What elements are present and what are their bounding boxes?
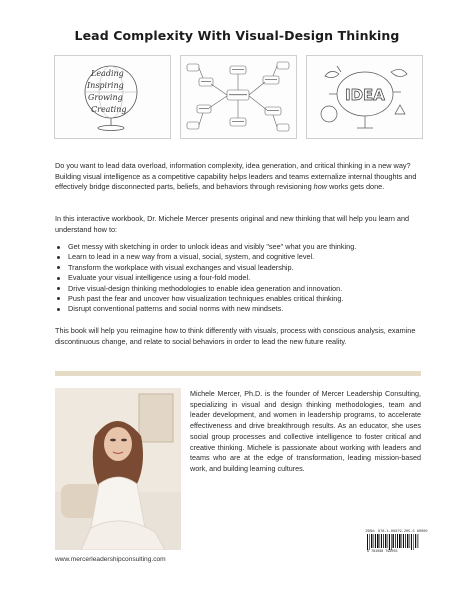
author-portrait-icon [55, 388, 181, 550]
barcode-icon [365, 534, 421, 552]
list-item: Disrupt conventional patterns and social norms with new mindsets. [55, 304, 421, 314]
list-item: Get messy with sketching in order to unlock ideas and visibly "see" what you are thinking. [55, 242, 421, 252]
sketch-mind-map-illustration [180, 55, 297, 139]
sketch-globe-illustration [54, 55, 171, 139]
price-code: 90000 [416, 530, 428, 534]
author-bio: Michele Mercer, Ph.D. is the founder of Mercer Leadership Consulting, specializing in visual and design thinking methodologies, team and leader development, and women in leadership programs, to accelerate effectiveness and drive breakthrough results. As an educator, she uses social group processes and collective intelligence to foster critical and creative thinking. Michele is passionate about working with leaders and teams who are at the edge of transformation, leading mission-based work, and building learning cultures. [190, 389, 421, 473]
list-item: Transform the workplace with visual exchanges and visual leadership. [55, 263, 421, 273]
page-title: Lead Complexity With Visual-Design Thinking [74, 28, 400, 43]
isbn-text [365, 530, 428, 534]
sketch-word-4: Creating [91, 105, 127, 114]
barcode-digits: 9 781098 792055 [367, 549, 398, 552]
globe-sketch-icon [55, 56, 170, 138]
intro-paragraph [55, 161, 421, 193]
author-photo [55, 388, 181, 550]
lead-in-paragraph: In this interactive workbook, Dr. Michele Mercer presents original and new thinking that will help you learn and understand how to: [55, 214, 410, 234]
sketch-word-2: Inspiring [87, 81, 124, 90]
intro-text-emphasis: how [313, 182, 328, 192]
divider-rule [55, 371, 421, 376]
idea-bulb-sketch-icon [307, 56, 422, 138]
closing-paragraph: This book will help you reimagine how to think differently with visuals, process with conscious analysis, examine discontinuous change, and relate to social behaviors in order to lead the new future reality. [55, 326, 416, 346]
sketch-word-1: Leading [91, 69, 124, 78]
website-link[interactable]: www.mercerleadershipconsulting.com [55, 556, 166, 563]
list-item: Push past the fear and uncover how visualization techniques enables critical thinking. [55, 294, 421, 304]
bullet-list [55, 242, 421, 315]
barcode [365, 530, 428, 560]
list-item: Learn to lead in a new way from a visual, social, system, and cognitive level. [55, 252, 421, 262]
sketch-idea-word: IDEA [345, 86, 385, 104]
sketch-idea-illustration [306, 55, 423, 139]
intro-text-part1: Do you want to lead data overload, information complexity, idea generation, and critical thinking in a new way? Building visual intelligence as a competitive capability helps leaders and teams externalize internal thoughts and effectively bridge disconnected parts, beliefs, and behaviors through revisioning [55, 161, 417, 192]
isbn-number: ISBN: 978-1-09879-205-5 [365, 530, 415, 534]
intro-text-part2: works gets done. [327, 182, 385, 192]
list-item: Drive visual-design thinking methodologies to enable idea generation and innovation. [55, 284, 421, 294]
sketch-word-3: Growing [88, 93, 123, 102]
mind-map-sketch-icon [181, 56, 296, 138]
list-item: Evaluate your visual intelligence using a four-fold model. [55, 273, 421, 283]
